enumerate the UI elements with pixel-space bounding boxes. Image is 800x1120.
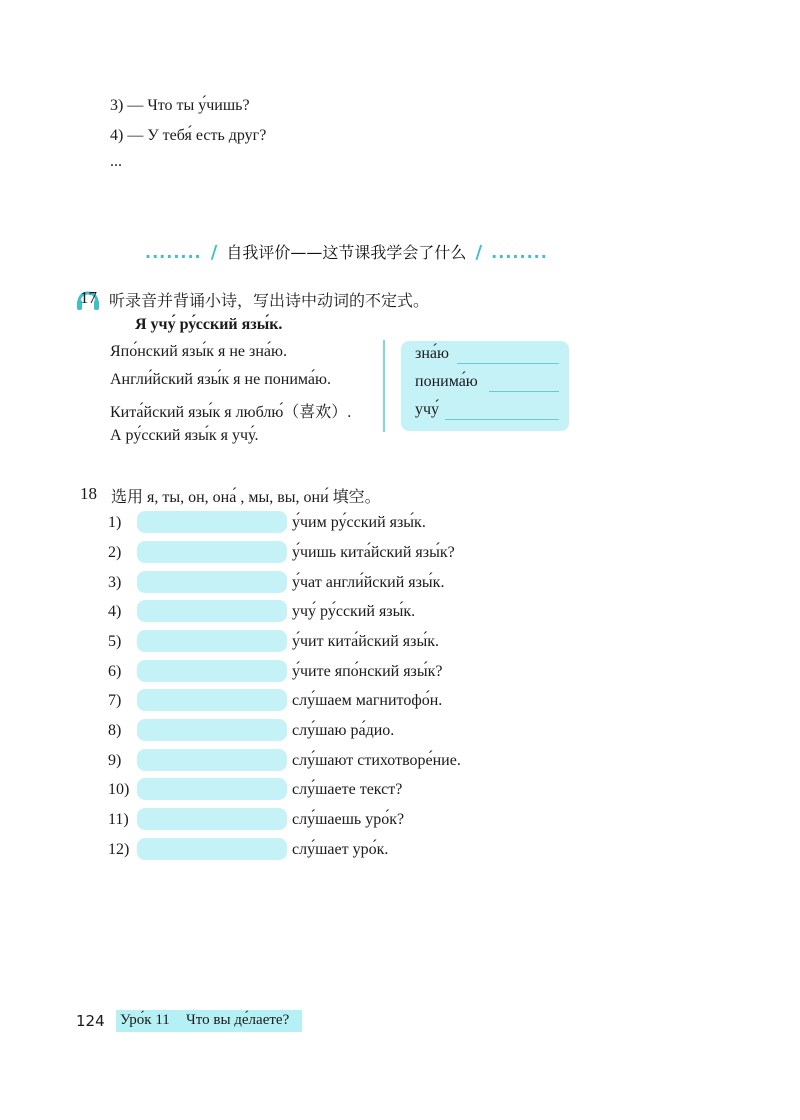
row-text: слу́шаете текст?	[292, 781, 403, 798]
section-title: 自我评价——这节课我学会了什么	[226, 243, 467, 262]
top-line-2: 4) — У тебя́ есть друг?	[110, 127, 267, 144]
lesson-title: Что вы де́лаете?	[186, 1012, 290, 1028]
row-number: 1)	[108, 514, 122, 531]
section-header	[145, 240, 548, 263]
fill-blank-7[interactable]	[137, 689, 287, 711]
row-number: 7)	[108, 692, 122, 709]
verb-label-3: учу́	[415, 401, 440, 418]
fill-blank-10[interactable]	[137, 778, 287, 800]
row-text: у́чат англи́йский язы́к.	[292, 574, 445, 591]
poem-line-1: Япо́нский язы́к я не зна́ю.	[110, 343, 287, 360]
row-text: у́чишь кита́йский язы́к?	[292, 544, 455, 561]
slash-left-icon: /	[210, 242, 218, 263]
verb-answer-line-3[interactable]	[445, 419, 559, 420]
row-number: 11)	[108, 811, 129, 828]
row-number: 9)	[108, 752, 122, 769]
row-text: у́чите япо́нский язы́к?	[292, 663, 443, 680]
fill-blank-9[interactable]	[137, 749, 287, 771]
poem-line-3: Кита́йский язы́к я люблю́（喜欢）.	[110, 404, 352, 421]
exercise-18-instruction: 选用 я, ты, он, она́ , мы, вы, они́ 填空。	[111, 489, 381, 506]
row-number: 3)	[108, 574, 122, 591]
slash-right-icon: /	[475, 242, 483, 263]
section-deco-right: ........	[491, 243, 548, 262]
fill-blank-6[interactable]	[137, 660, 287, 682]
section-deco-left: ........	[145, 243, 202, 262]
lesson-footer	[116, 1010, 302, 1032]
verb-label-1: зна́ю	[415, 345, 449, 362]
fill-blank-8[interactable]	[137, 719, 287, 741]
poem-line-4: А ру́сский язы́к я учу́.	[110, 427, 259, 444]
exercise-17-instruction: 听录音并背诵小诗，写出诗中动词的不定式。	[109, 293, 430, 310]
exercise-18-number: 18	[80, 484, 97, 503]
row-text: слу́шаю ра́дио.	[292, 722, 395, 739]
top-line-1: 3) — Что ты у́чишь?	[110, 97, 250, 114]
row-number: 2)	[108, 544, 122, 561]
row-number: 12)	[108, 841, 130, 858]
poem-title: Я учу́ ру́сский язы́к.	[135, 316, 283, 333]
row-number: 4)	[108, 603, 122, 620]
row-number: 8)	[108, 722, 122, 739]
row-text: слу́шает уро́к.	[292, 841, 389, 858]
fill-blank-12[interactable]	[137, 838, 287, 860]
fill-blank-4[interactable]	[137, 600, 287, 622]
verb-answer-line-2[interactable]	[489, 391, 559, 392]
lesson-label: Уро́к 11	[120, 1012, 170, 1028]
fill-blank-5[interactable]	[137, 630, 287, 652]
row-text: у́чим ру́сский язы́к.	[292, 514, 426, 531]
row-number: 5)	[108, 633, 122, 650]
row-text: слу́шаешь уро́к?	[292, 811, 405, 828]
fill-blank-11[interactable]	[137, 808, 287, 830]
verb-label-2: понима́ю	[415, 373, 478, 390]
row-text: учу́ ру́сский язы́к.	[292, 603, 416, 620]
poem-line-2: Англи́йский язы́к я не понима́ю.	[110, 371, 331, 388]
row-text: у́чит кита́йский язы́к.	[292, 633, 439, 650]
fill-blank-3[interactable]	[137, 571, 287, 593]
fill-blank-1[interactable]	[137, 511, 287, 533]
row-number: 6)	[108, 663, 122, 680]
exercise-17-number: 17	[80, 288, 97, 307]
divider	[383, 340, 385, 432]
fill-blank-2[interactable]	[137, 541, 287, 563]
top-line-ellipsis: ...	[110, 153, 122, 170]
row-number: 10)	[108, 781, 130, 798]
verb-answer-box	[401, 341, 569, 431]
row-text: слу́шают стихотворе́ние.	[292, 752, 461, 769]
verb-answer-line-1[interactable]	[457, 363, 559, 364]
page-number: 124	[76, 1012, 105, 1030]
row-text: слу́шаем магнитофо́н.	[292, 692, 443, 709]
